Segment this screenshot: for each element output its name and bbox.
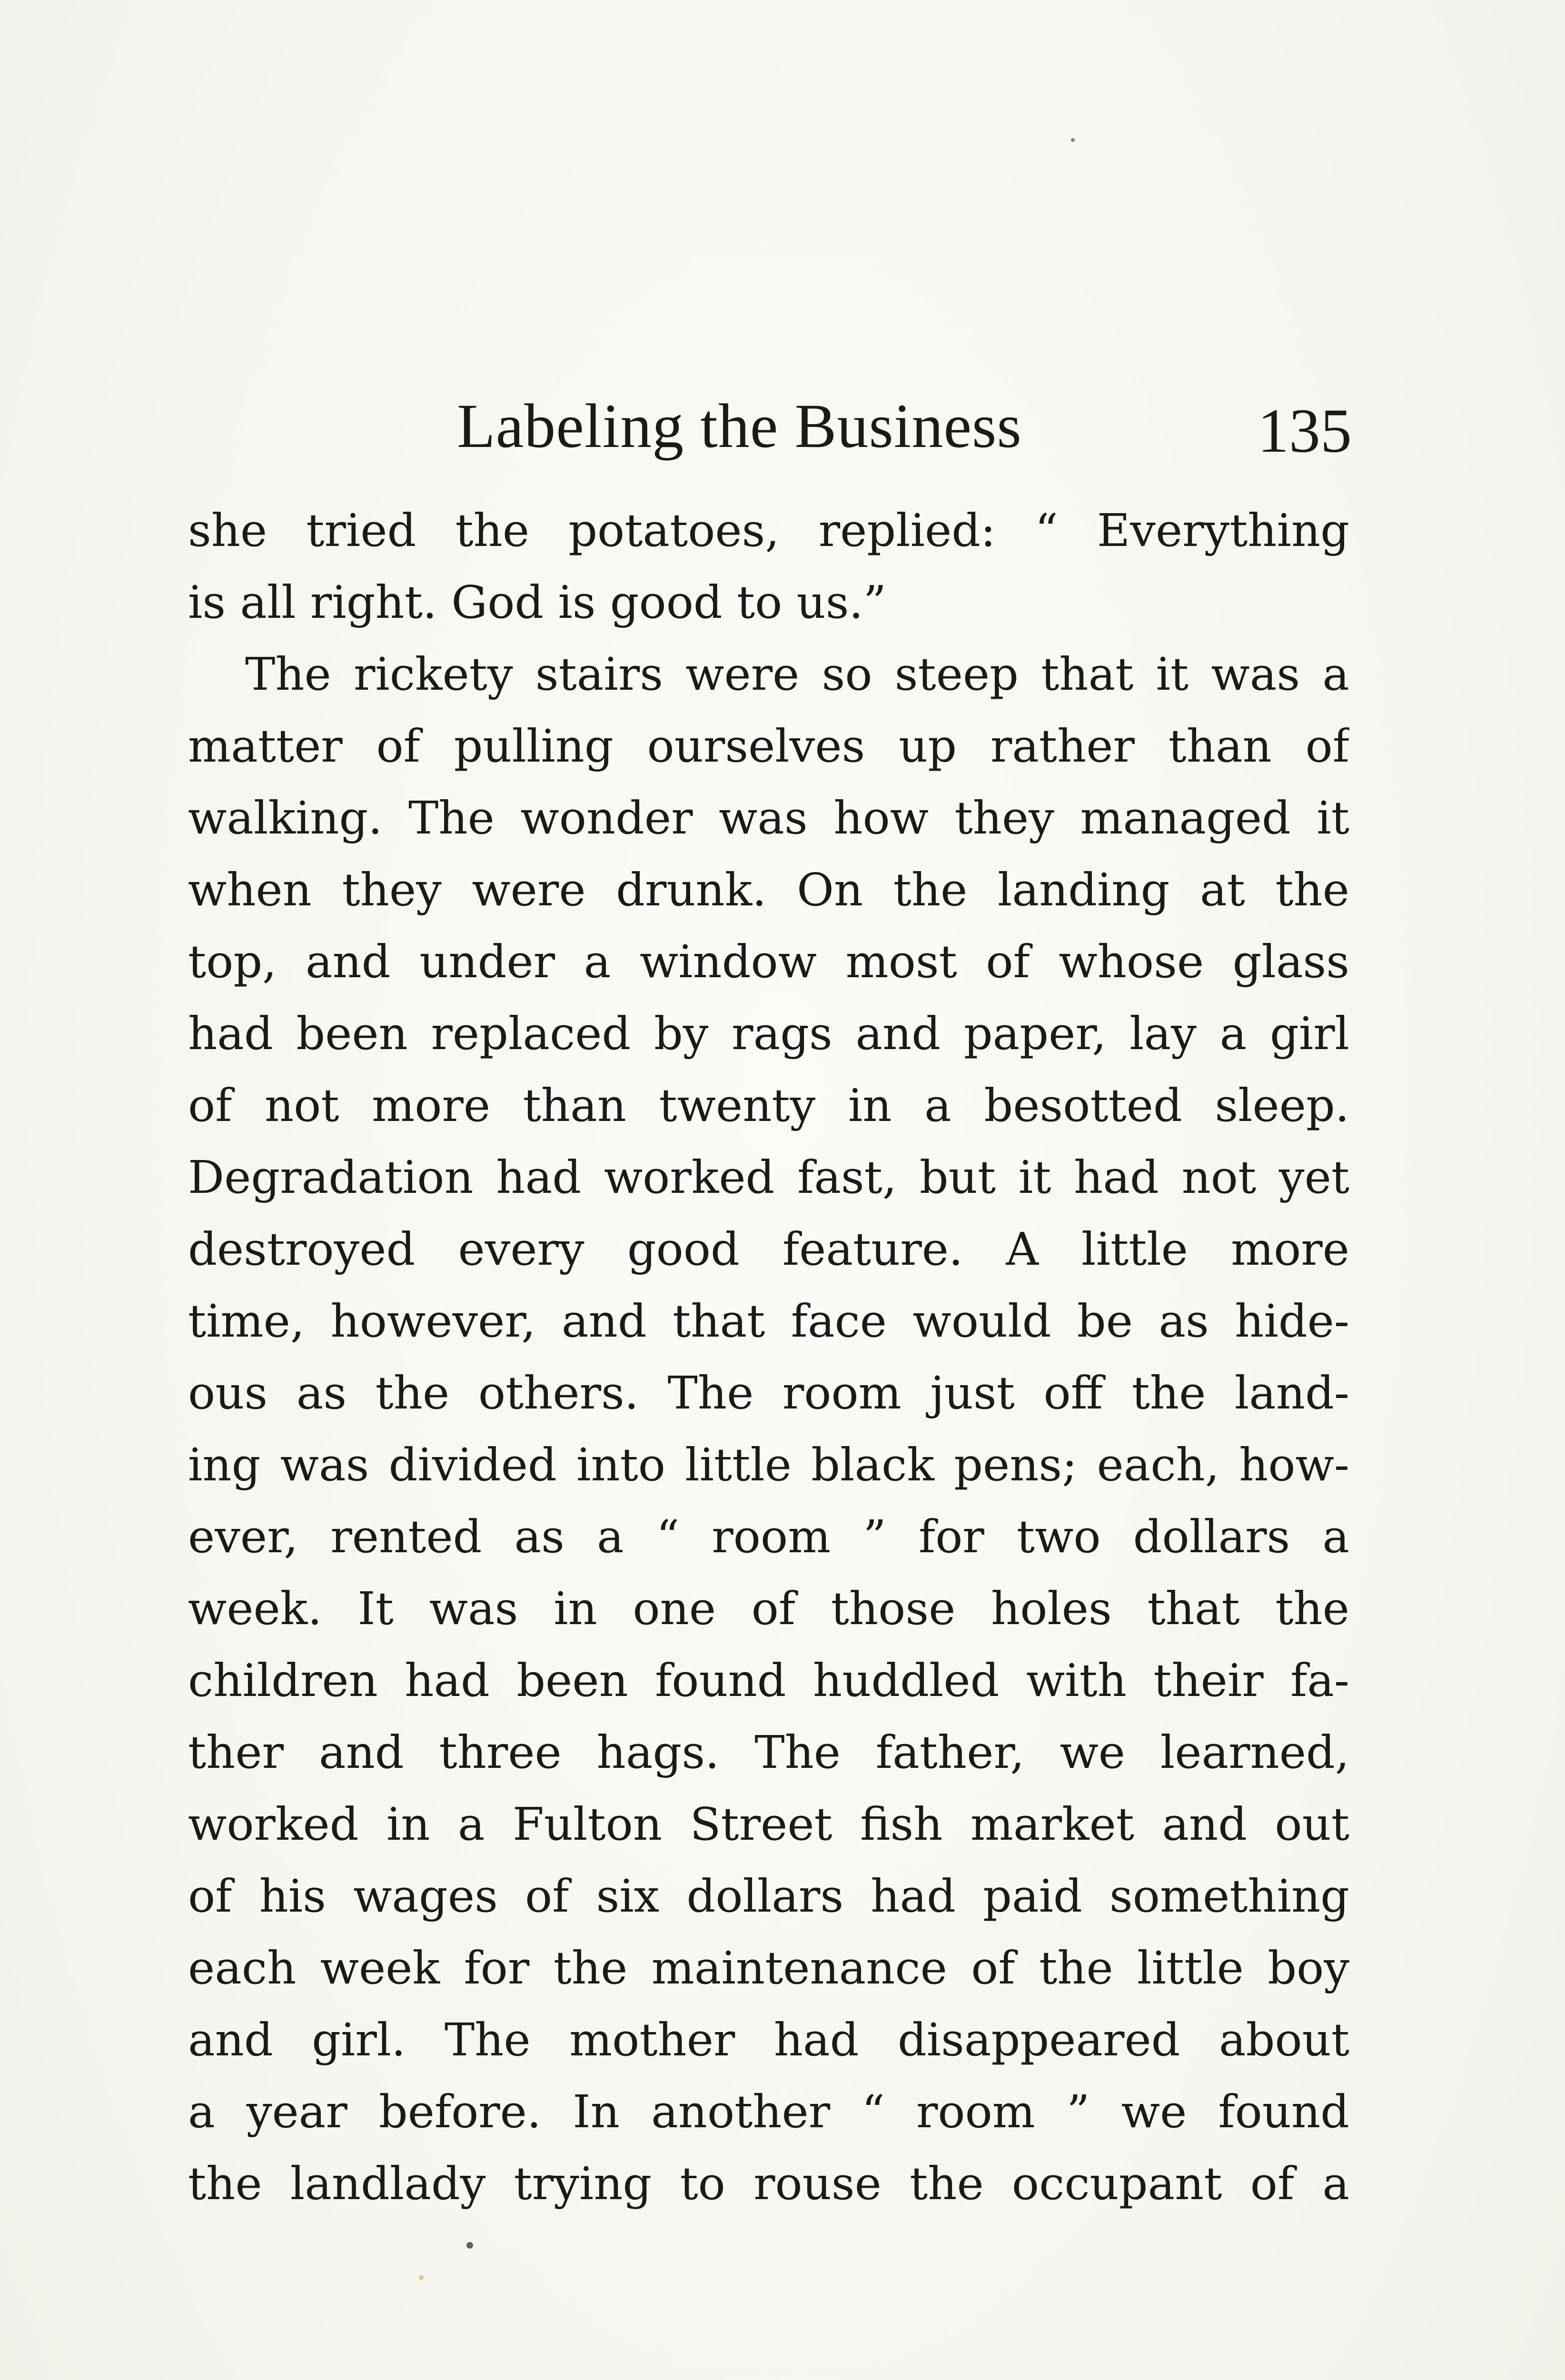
text-line: a year before. In another “ room ” we found	[188, 2086, 1349, 2138]
text-line: ous as the others. The room just off the land-	[188, 1367, 1349, 1419]
text-line: walking. The wonder was how they managed it	[188, 792, 1349, 844]
body-text	[188, 495, 1349, 2220]
text-line: children had been found huddled with their fa-	[188, 1655, 1349, 1707]
text-line: ing was divided into little black pens; each, how-	[188, 1439, 1349, 1491]
text-line: of not more than twenty in a besotted sleep.	[188, 1080, 1349, 1132]
text-line: had been replaced by rags and paper, lay a girl	[188, 1008, 1349, 1060]
text-line: time, however, and that face would be as hide-	[188, 1295, 1349, 1348]
text-line: week. It was in one of those holes that the	[188, 1583, 1349, 1635]
paper-speck	[466, 2242, 473, 2249]
running-title: Labeling the Business	[457, 391, 1022, 461]
page-header	[457, 381, 1352, 471]
text-line: ther and three hags. The father, we learned,	[188, 1726, 1349, 1779]
paper-speck	[419, 2275, 424, 2280]
text-line: destroyed every good feature. A little more	[188, 1223, 1349, 1276]
text-line: is all right. God is good to us.”	[188, 576, 887, 629]
text-line: Degradation had worked fast, but it had not yet	[188, 1151, 1349, 1204]
text-line: worked in a Fulton Street fish market and out	[188, 1798, 1349, 1851]
text-line: top, and under a window most of whose glass	[188, 936, 1349, 988]
text-line: The rickety stairs were so steep that it was a	[245, 648, 1349, 701]
text-line: she tried the potatoes, replied: “ Everything	[188, 505, 1349, 557]
paper-speck	[1071, 138, 1075, 142]
page-number: 135	[1258, 396, 1352, 466]
text-line: when they were drunk. On the landing at the	[188, 864, 1349, 916]
text-line: the landlady trying to rouse the occupant of a	[188, 2158, 1349, 2210]
text-line: matter of pulling ourselves up rather than of	[188, 720, 1349, 773]
text-line: and girl. The mother had disappeared about	[188, 2014, 1349, 2066]
text-line: ever, rented as a “ room ” for two dollars a	[188, 1511, 1349, 1563]
text-line: of his wages of six dollars had paid something	[188, 1870, 1349, 1923]
text-line: each week for the maintenance of the little boy	[188, 1942, 1349, 1994]
